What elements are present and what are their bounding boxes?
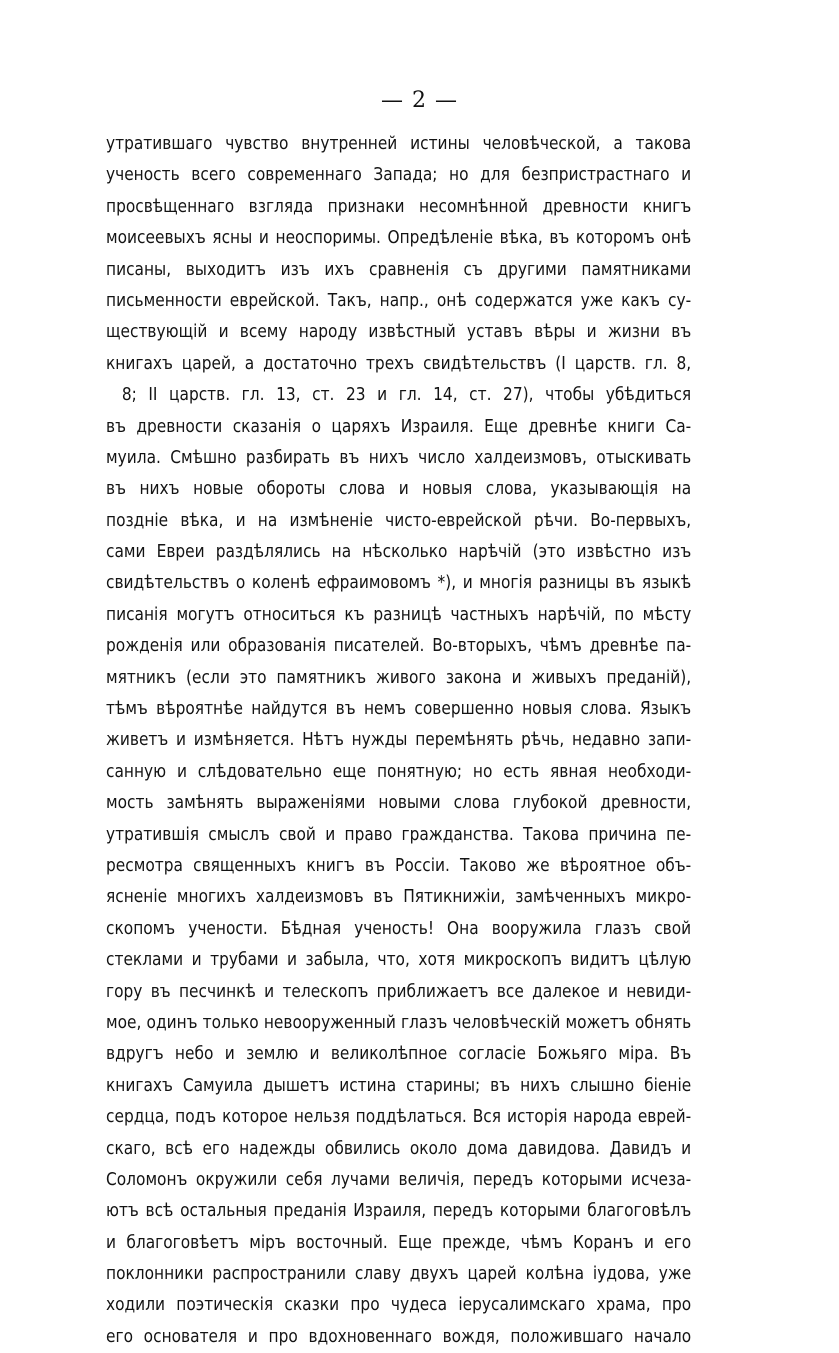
text-line: и благоговѣетъ міръ восточный. Еще прежде, чѣмъ Коранъ и его [106,1232,692,1253]
text-line: свидѣтельствъ о коленѣ ефраимовомъ *), и многія разницы въ языкѣ [106,573,692,594]
text-line: скаго, всѣ его надежды обвились около дома давидова. Давидъ и [106,1138,692,1159]
text-line: мое, одинъ только невооруженный глазъ человѣческій можетъ обнять [106,1012,692,1033]
text-line: ютъ всѣ остальныя преданія Израиля, передъ которыми благоговѣлъ [106,1201,692,1222]
text-line: моисеевыхъ ясны и неоспоримы. Опредѣленіе вѣка, въ которомъ онѣ [106,228,692,249]
text-line: сердца, подъ которое нельзя поддѣлаться. Вся исторія народа еврей- [106,1107,692,1128]
text-line: просвѣщеннаго взгляда признаки несомнѣнной древности книгъ [106,196,692,217]
text-line: 8; II царств. гл. 13, ст. 23 и гл. 14, ст. 27), чтобы убѣдиться [121,385,692,406]
text-line: поздніе вѣка, и на измѣненіе чисто-еврейской рѣчи. Во-первыхъ, [106,510,692,531]
text-line: утратившаго чувство внутренней истины человѣческой, а такова [106,134,692,154]
text-line: поклонники распространили славу двухъ царей колѣна іудова, уже [106,1264,692,1285]
text-line: въ нихъ новые обороты слова и новыя слова, указывающія на [106,479,692,500]
text-line: Соломонъ окружили себя лучами величія, передъ которыми исчеза- [106,1169,692,1190]
page-number: — 2 — [381,88,458,113]
text-line: вдругъ небо и землю и великолѣпное согласіе Божьяго міра. Въ [106,1044,692,1065]
text-line: стеклами и трубами и забыла, что, хотя микроскопъ видитъ цѣлую [106,950,692,971]
text-line: утратившія смыслъ свой и право гражданства. Такова причина пе- [106,824,692,845]
text-line: муила. Смѣшно разбирать въ нихъ число халдеизмовъ, отыскивать [106,447,692,468]
text-line: книгахъ царей, а достаточно трехъ свидѣтельствъ (I царств. гл. 8, [106,353,692,374]
text-line: санную и слѣдовательно еще понятную; но есть явная необходи- [106,761,692,782]
text-line: писанія могутъ относиться къ разницѣ частныхъ нарѣчій, по мѣсту [106,604,692,625]
text-line: ходили поэтическія сказки про чудеса іерусалимскаго храма, про [106,1295,692,1316]
text-line: письменности еврейской. Такъ, напр., онѣ содержатся уже какъ су- [106,290,692,311]
text-line: тѣмъ вѣроятнѣе найдутся въ немъ совершенно новыя слова. Языкъ [106,699,692,720]
body-text [106,129,692,1353]
text-line: ществующій и всему народу извѣстный уставъ вѣры и жизни въ [106,322,692,343]
text-line: ученость всего современнаго Запада; но для безпристрастнаго и [106,165,692,186]
text-line: живетъ и измѣняется. Нѣтъ нужды перемѣнять рѣчь, недавно запи- [106,730,692,751]
text-line: мость замѣнять выраженіями новыми слова глубокой древности, [106,793,692,814]
text-line: въ древности сказанія о царяхъ Израиля. Еще древнѣе книги Са- [106,416,692,437]
text-line: гору въ песчинкѣ и телескопъ приближаетъ все далекое и невиди- [106,981,692,1002]
text-line: мятникъ (если это памятникъ живого закона и живыхъ преданій), [106,667,692,688]
text-line: книгахъ Самуила дышетъ истина старины; въ нихъ слышно біеніе [106,1075,692,1096]
text-line: его основателя и про вдохновеннаго вождя, положившаго начало [106,1326,692,1347]
text-line: ресмотра священныхъ книгъ въ Россіи. Таково же вѣроятное объ- [106,855,692,876]
text-line: писаны, выходитъ изъ ихъ сравненія съ другими памятниками [106,259,692,280]
text-line: скопомъ учености. Бѣдная ученость! Она вооружила глазъ свой [106,918,692,939]
text-line: рожденія или образованія писателей. Во-вторыхъ, чѣмъ древнѣе па- [106,636,692,657]
text-line: ясненіе многихъ халдеизмовъ въ Пятикнижіи, замѣченныхъ микро- [106,887,692,908]
text-line: сами Евреи раздѣлялись на нѣсколько нарѣчій (это извѣстно изъ [106,542,692,563]
